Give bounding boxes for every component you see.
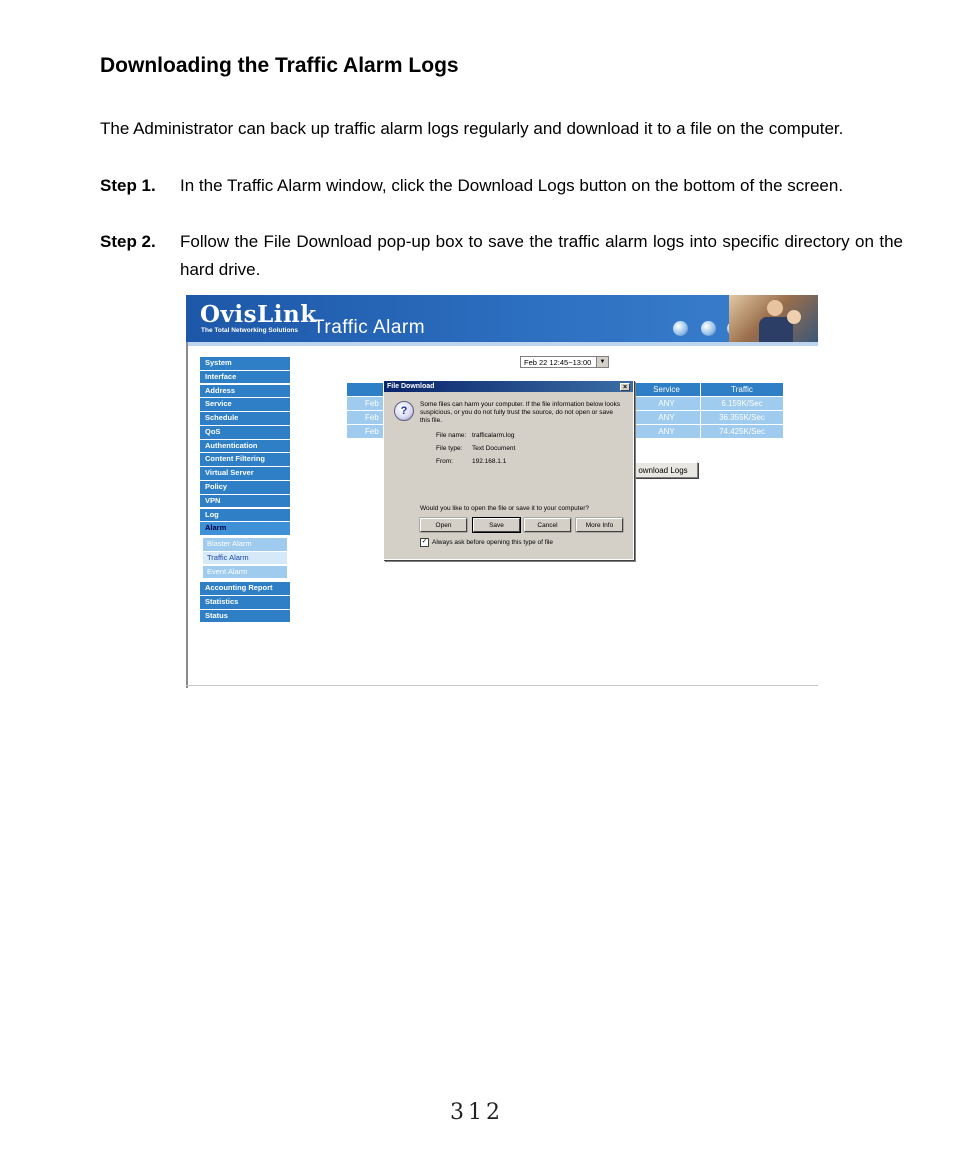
cancel-button[interactable]: Cancel bbox=[524, 518, 571, 532]
table-cell: Feb bbox=[347, 425, 633, 439]
globe-icon bbox=[673, 321, 688, 336]
dialog-title: File Download bbox=[387, 383, 435, 390]
field-value: trafficalarm.log bbox=[472, 432, 515, 439]
table-cell: 36.355K/Sec bbox=[701, 411, 784, 425]
doc-title: Downloading the Traffic Alarm Logs bbox=[100, 54, 459, 77]
field-label: File name: bbox=[436, 432, 467, 439]
menu-item-policy[interactable]: Policy bbox=[200, 481, 290, 494]
banner bbox=[186, 295, 818, 342]
menu-item-alarm[interactable]: Alarm bbox=[200, 522, 290, 535]
menu-item-vpn[interactable]: VPN bbox=[200, 495, 290, 508]
brand-logo: OvisLink bbox=[200, 301, 317, 328]
side-menu bbox=[200, 357, 290, 623]
field-label: File type: bbox=[436, 445, 463, 452]
open-button[interactable]: Open bbox=[420, 518, 467, 532]
menu-item-service[interactable]: Service bbox=[200, 398, 290, 411]
banner-photo bbox=[729, 295, 818, 342]
globe-icon bbox=[701, 321, 716, 336]
submenu-item-blaster-alarm[interactable]: Blaster Alarm bbox=[203, 538, 287, 551]
save-button[interactable]: Save bbox=[473, 518, 520, 532]
submenu-item-traffic-alarm[interactable]: Traffic Alarm bbox=[203, 552, 287, 565]
question-icon: ? bbox=[394, 401, 414, 421]
chevron-down-icon[interactable]: ▼ bbox=[596, 357, 608, 367]
menu-item-authentication[interactable]: Authentication bbox=[200, 440, 290, 453]
ui-screenshot bbox=[186, 295, 818, 688]
step-label: Step 1. bbox=[100, 176, 156, 195]
brand-tagline: The Total Networking Solutions bbox=[201, 327, 299, 334]
menu-item-status[interactable]: Status bbox=[200, 610, 290, 623]
dialog-message: Some files can harm your computer. If the file information below looks suspicious, or you do not fully trust the source, do not open or save this file. bbox=[420, 401, 621, 424]
step-1 bbox=[100, 172, 903, 200]
table-cell: Feb bbox=[347, 411, 633, 425]
download-logs-button[interactable]: ownload Logs bbox=[616, 462, 698, 478]
menu-item-schedule[interactable]: Schedule bbox=[200, 412, 290, 425]
menu-item-content-filtering[interactable]: Content Filtering bbox=[200, 453, 290, 466]
page-number: 312 bbox=[450, 1100, 504, 1125]
table-cell: 74.425K/Sec bbox=[701, 425, 784, 439]
menu-item-statistics[interactable]: Statistics bbox=[200, 596, 290, 609]
table-cell: Feb bbox=[347, 397, 633, 411]
menu-item-accounting-report[interactable]: Accounting Report bbox=[200, 582, 290, 595]
menu-item-interface[interactable]: Interface bbox=[200, 371, 290, 384]
table-cell: ANY bbox=[633, 425, 701, 439]
always-ask-checkbox[interactable] bbox=[420, 538, 553, 547]
table-cell: ANY bbox=[633, 411, 701, 425]
submenu-item-event-alarm[interactable]: Event Alarm bbox=[203, 566, 287, 579]
dialog-question: Would you like to open the file or save it to your computer? bbox=[420, 505, 589, 512]
date-range-select[interactable] bbox=[520, 356, 609, 368]
page-left-border bbox=[186, 342, 188, 688]
menu-item-address[interactable]: Address bbox=[200, 385, 290, 398]
checkbox-box[interactable]: ✓ bbox=[421, 538, 428, 545]
more-info-button[interactable]: More Info bbox=[576, 518, 623, 532]
close-icon[interactable]: × bbox=[620, 383, 630, 391]
column-header: Service bbox=[633, 383, 701, 397]
app-title: Traffic Alarm bbox=[313, 317, 426, 338]
table-cell: ANY bbox=[633, 397, 701, 411]
menu-item-log[interactable]: Log bbox=[200, 509, 290, 522]
menu-item-qos[interactable]: QoS bbox=[200, 426, 290, 439]
checkbox-label: Always ask before opening this type of file bbox=[432, 539, 554, 547]
banner-stripe bbox=[186, 342, 818, 346]
menu-item-virtual-server[interactable]: Virtual Server bbox=[200, 467, 290, 480]
step-label: Step 2. bbox=[100, 232, 156, 251]
file-download-dialog bbox=[383, 380, 634, 560]
date-range-value: Feb 22 12:45~13:00 bbox=[524, 358, 592, 367]
field-value: Text Document bbox=[472, 445, 516, 452]
dialog-titlebar bbox=[384, 381, 633, 392]
step-text: In the Traffic Alarm window, click the Download Logs button on the bottom of the screen. bbox=[180, 176, 844, 195]
intro-paragraph: The Administrator can back up traffic alarm logs regularly and download it to a file on the computer. bbox=[100, 119, 844, 138]
step-2 bbox=[100, 228, 903, 284]
column-header: Traffic bbox=[701, 383, 784, 397]
field-value: 192.168.1.1 bbox=[472, 458, 507, 465]
table-cell: 6.159K/Sec bbox=[701, 397, 784, 411]
field-label: From: bbox=[436, 458, 453, 465]
step-text: Follow the File Download pop-up box to save the traffic alarm logs into specific directory on the hard drive. bbox=[180, 232, 903, 279]
page-bottom-border bbox=[186, 685, 818, 686]
menu-item-system[interactable]: System bbox=[200, 357, 290, 370]
